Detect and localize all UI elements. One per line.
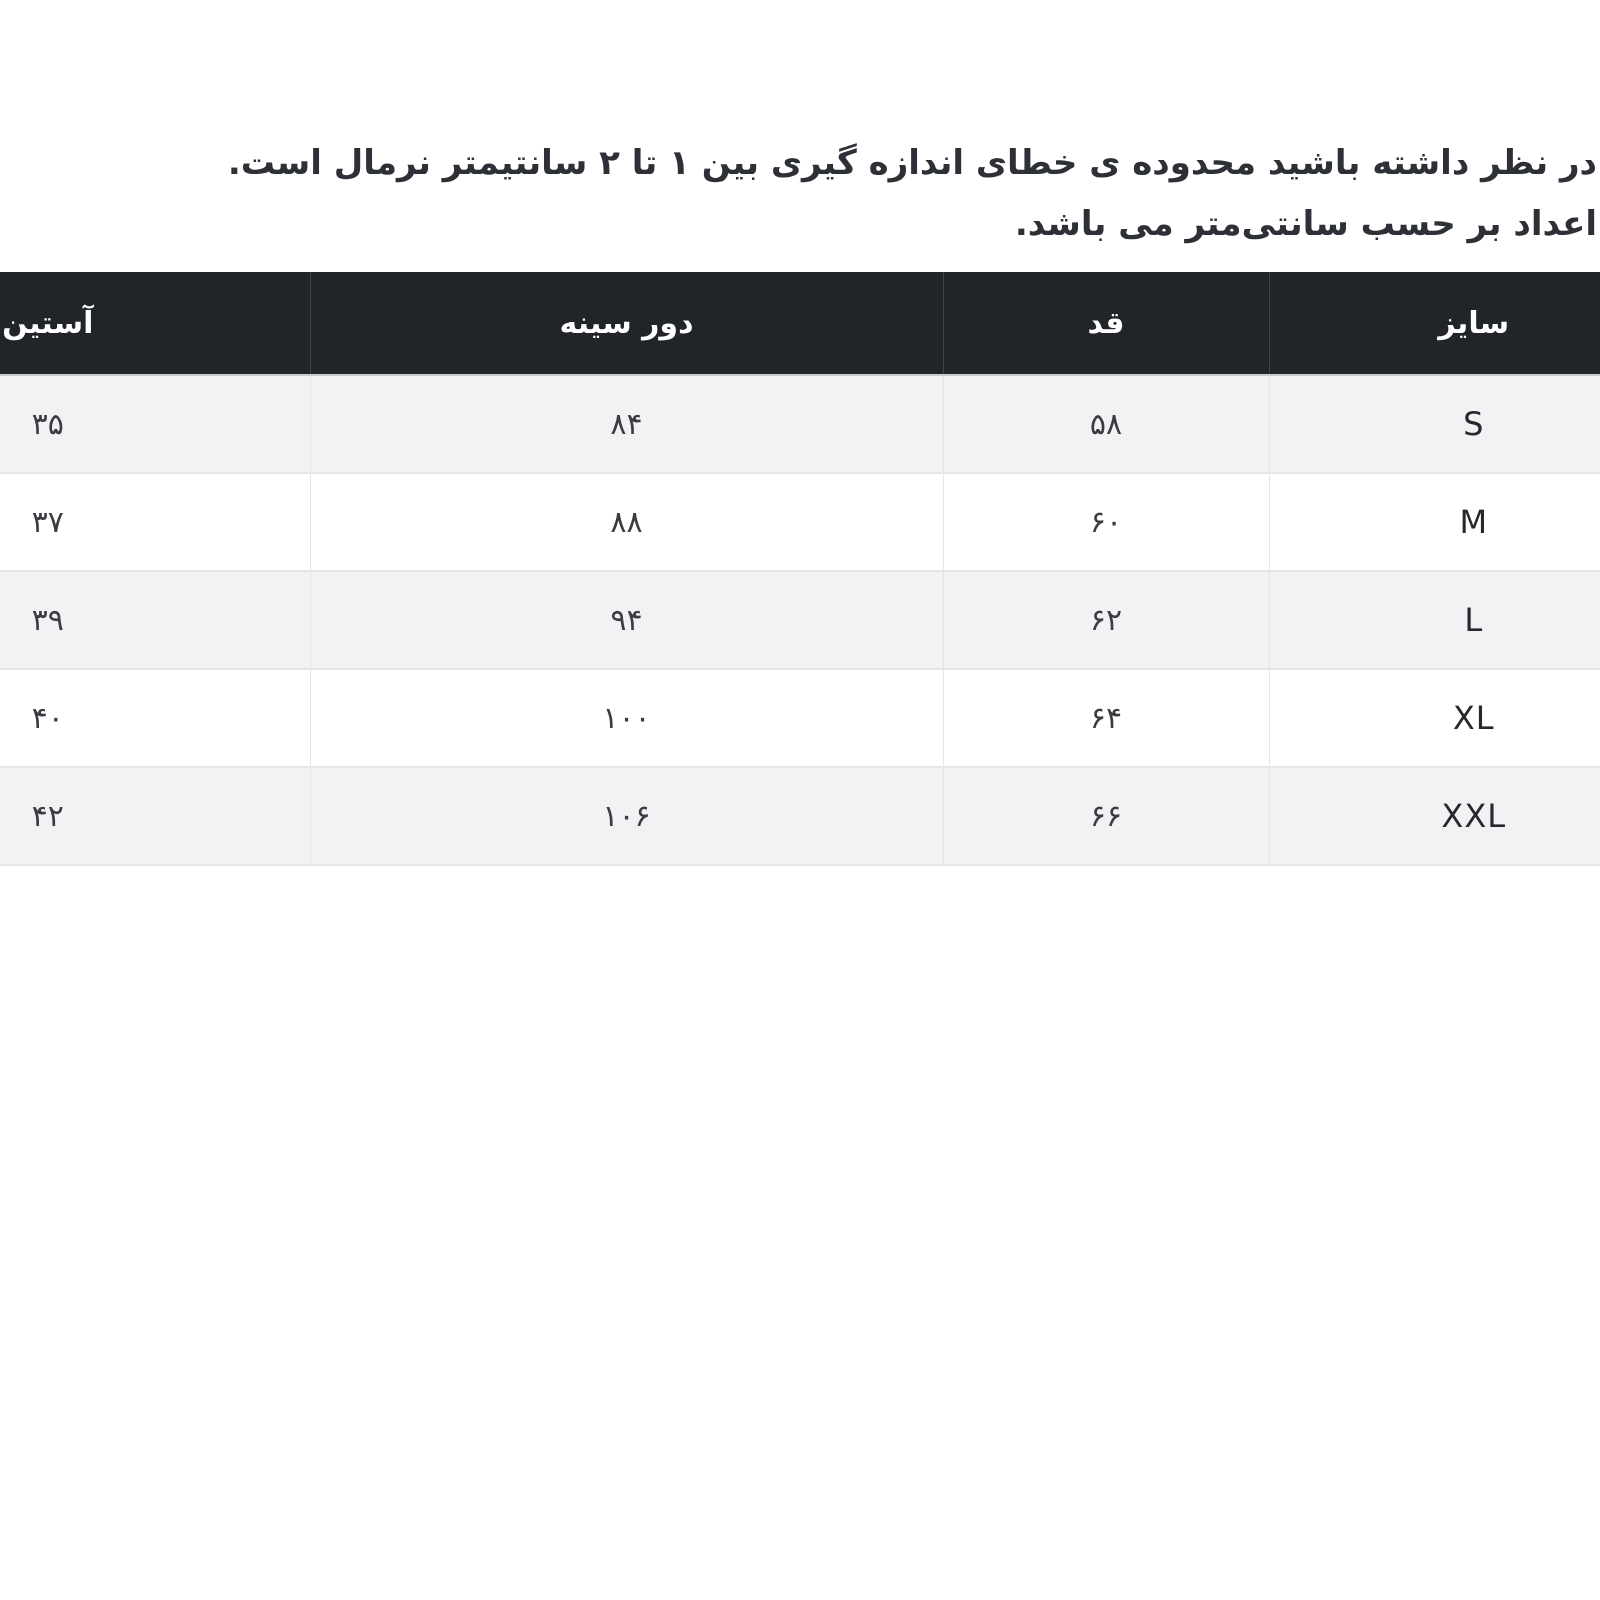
cell-length: ۶۴ bbox=[943, 669, 1269, 767]
header-row bbox=[0, 272, 1600, 375]
table-row-xl bbox=[0, 669, 1600, 767]
column-header-length: قد bbox=[943, 272, 1269, 375]
cell-chest: ۸۴ bbox=[310, 375, 943, 473]
table-row-s bbox=[0, 375, 1600, 473]
cell-size: XL bbox=[1269, 669, 1600, 767]
table-row-l bbox=[0, 571, 1600, 669]
column-header-chest: دور سینه bbox=[310, 272, 943, 375]
measurement-notes bbox=[228, 133, 1597, 255]
cell-sleeve: ۴۰ bbox=[0, 669, 310, 767]
size-chart-body bbox=[0, 375, 1600, 865]
cell-sleeve: ۳۷ bbox=[0, 473, 310, 571]
cell-chest: ۹۴ bbox=[310, 571, 943, 669]
cell-chest: ۸۸ bbox=[310, 473, 943, 571]
cell-chest: ۱۰۰ bbox=[310, 669, 943, 767]
cell-sleeve: ۳۹ bbox=[0, 571, 310, 669]
note-line-tolerance: در نظر داشته باشید محدوده ی خطای اندازه گیری بین ۱ تا ۲ سانتیمتر نرمال است. bbox=[227, 143, 1597, 183]
cell-length: ۶۲ bbox=[943, 571, 1269, 669]
column-header-sleeve: آستین bbox=[0, 272, 310, 375]
note-line-unit: اعداد بر حسب سانتی‌متر می باشد. bbox=[1014, 204, 1597, 244]
cell-size: XXL bbox=[1269, 767, 1600, 865]
cell-length: ۶۶ bbox=[943, 767, 1269, 865]
cell-size: M bbox=[1269, 473, 1600, 571]
table-row-xxl bbox=[0, 767, 1600, 865]
cell-chest: ۱۰۶ bbox=[310, 767, 943, 865]
column-header-size: سایز bbox=[1269, 272, 1600, 375]
cell-sleeve: ۴۲ bbox=[0, 767, 310, 865]
table-row-m bbox=[0, 473, 1600, 571]
size-chart-table bbox=[0, 272, 1600, 866]
size-chart-header bbox=[0, 272, 1600, 375]
cell-length: ۶۰ bbox=[943, 473, 1269, 571]
cell-sleeve: ۳۵ bbox=[0, 375, 310, 473]
cell-size: L bbox=[1269, 571, 1600, 669]
cell-size: S bbox=[1269, 375, 1600, 473]
cell-length: ۵۸ bbox=[943, 375, 1269, 473]
